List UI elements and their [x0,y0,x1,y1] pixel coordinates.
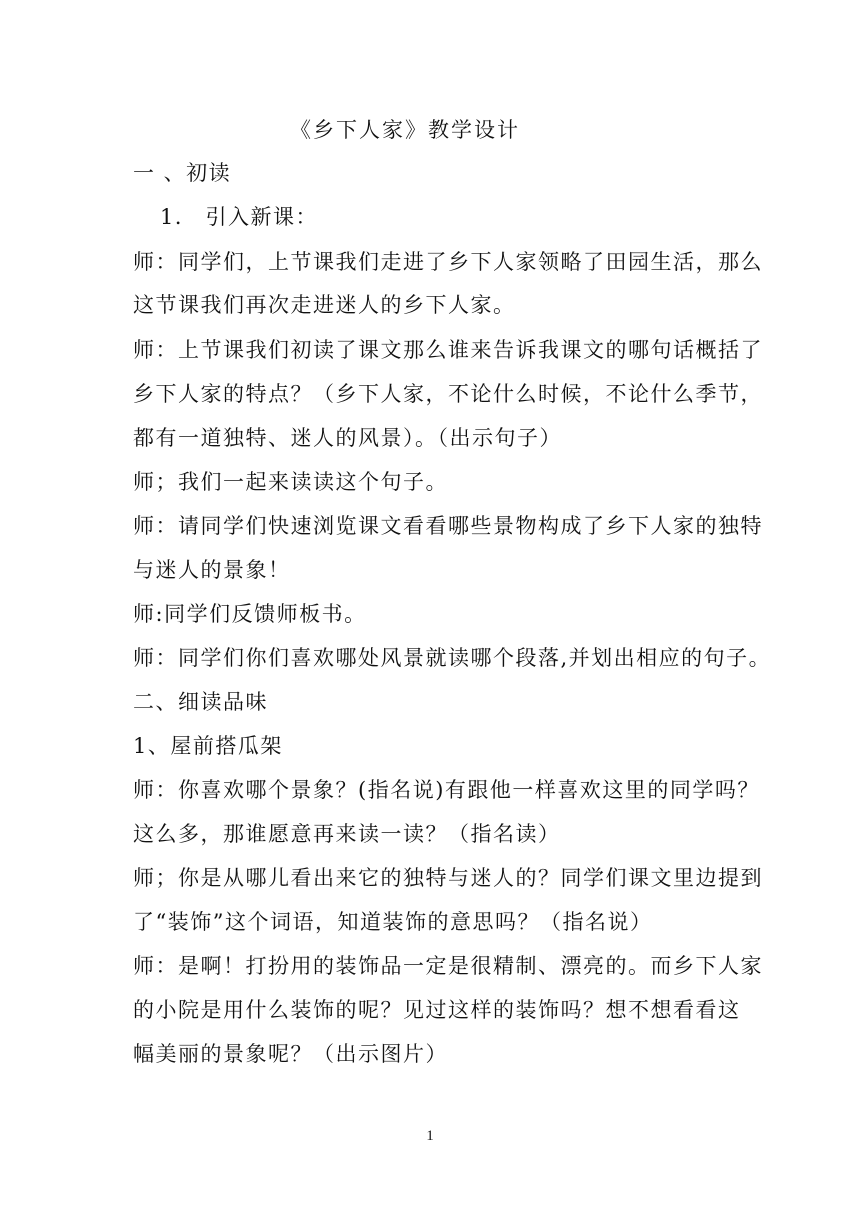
paragraph-line: 都有一道独特、迷人的风景）。（出示句子） [133,426,562,450]
paragraph-line: 幅美丽的景象呢？（出示图片） [133,1042,448,1066]
subsection-heading: 1． 引入新课： [160,205,319,229]
section-heading: 一 、初读 [133,161,232,185]
paragraph-line: 师:同学们反馈师板书。 [133,602,367,626]
document-title: 《乡下人家》教学设计 [290,118,520,142]
paragraph-line: 师：请同学们快速浏览课文看看哪些景物构成了乡下人家的独特 [133,514,763,538]
paragraph-line: 师：你喜欢哪个景象？(指名说)有跟他一样喜欢这里的同学吗？ [133,778,760,802]
paragraph-line: 这节课我们再次走进迷人的乡下人家。 [133,293,516,317]
paragraph-line: 与迷人的景象！ [133,558,291,582]
paragraph-line: 这么多，那谁愿意再来读一读？（指名读） [133,822,561,846]
paragraph-line: 师；我们一起来读读这个句子。 [133,470,448,494]
paragraph-line: 乡下人家的特点？（乡下人家，不论什么时候，不论什么季节， [133,382,763,406]
paragraph-line: 的小院是用什么装饰的呢？见过这样的装饰吗？想不想看看这 [133,998,741,1022]
subsection-heading: 1、屋前搭瓜架 [133,734,283,758]
paragraph-line: 师；你是从哪儿看出来它的独特与迷人的？同学们课文里边提到 [133,866,763,890]
paragraph-line: 师：是啊！打扮用的装饰品一定是很精制、漂亮的。而乡下人家 [133,954,763,978]
section-heading: 二、细读品味 [133,690,268,714]
paragraph-line: 了“装饰”这个词语，知道装饰的意思吗？（指名说） [133,910,653,934]
paragraph-line: 师：同学们你们喜欢哪处风景就读哪个段落,并划出相应的句子。 [133,646,772,670]
page-number: 1 [426,1128,434,1144]
paragraph-line: 师：上节课我们初读了课文那么谁来告诉我课文的哪句话概括了 [133,338,763,362]
paragraph-line: 师：同学们，上节课我们走进了乡下人家领略了田园生活，那么 [133,250,763,274]
